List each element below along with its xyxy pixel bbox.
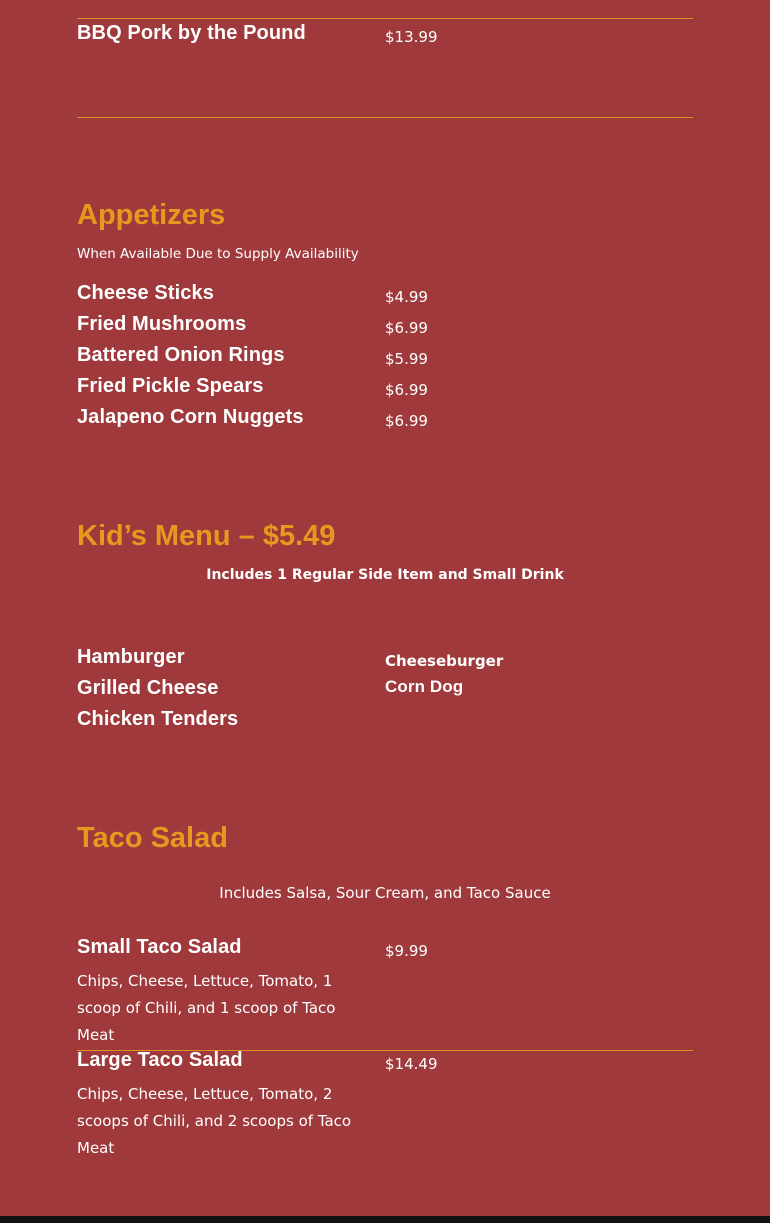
menu-item-price: $4.99 bbox=[385, 288, 428, 306]
menu-item-description: Chips, Cheese, Lettuce, Tomato, 1 scoop of Chili, and 1 scoop of Taco Meat bbox=[77, 972, 336, 1044]
kids-item: Hamburger bbox=[77, 646, 185, 668]
kids-item: Grilled Cheese bbox=[77, 677, 219, 699]
menu-item-name: Battered Onion Rings bbox=[77, 344, 285, 366]
menu-item-name: Small Taco Salad bbox=[77, 936, 242, 958]
menu-item-name: Cheese Sticks bbox=[77, 282, 214, 304]
section-title-kids-menu: Kid’s Menu – $5.49 bbox=[77, 520, 336, 552]
menu-item-price: $9.99 bbox=[385, 942, 428, 960]
menu-item-price: $5.99 bbox=[385, 350, 428, 368]
menu-item-name: Fried Mushrooms bbox=[77, 313, 247, 335]
section-note-taco-salad: Includes Salsa, Sour Cream, and Taco Sauce bbox=[219, 884, 551, 902]
menu-item-name: BBQ Pork by the Pound bbox=[77, 22, 306, 44]
divider bbox=[77, 117, 693, 118]
menu-item-description: Chips, Cheese, Lettuce, Tomato, 2 scoops of Chili, and 2 scoops of Taco Meat bbox=[77, 1085, 352, 1157]
menu-item-name: Large Taco Salad bbox=[77, 1049, 243, 1071]
menu-item-price: $6.99 bbox=[385, 381, 428, 399]
section-note-appetizers: When Available Due to Supply Availability bbox=[77, 246, 359, 262]
kids-item: Chicken Tenders bbox=[77, 708, 239, 730]
section-title-taco-salad: Taco Salad bbox=[77, 822, 228, 854]
menu-item-price: $14.49 bbox=[385, 1055, 438, 1073]
section-title-appetizers: Appetizers bbox=[77, 199, 226, 231]
menu-item-price: $6.99 bbox=[385, 412, 428, 430]
menu-item-name: Fried Pickle Spears bbox=[77, 375, 264, 397]
section-note-kids-menu: Includes 1 Regular Side Item and Small Drink bbox=[206, 567, 564, 583]
kids-item: Cheeseburger bbox=[385, 652, 504, 670]
page-bottom-bar bbox=[0, 1216, 770, 1223]
kids-item: Corn Dog bbox=[385, 677, 464, 696]
menu-item-price: $6.99 bbox=[385, 319, 428, 337]
menu-item-name: Jalapeno Corn Nuggets bbox=[77, 406, 304, 428]
menu-item-price: $13.99 bbox=[385, 28, 438, 46]
divider-top bbox=[77, 18, 693, 19]
